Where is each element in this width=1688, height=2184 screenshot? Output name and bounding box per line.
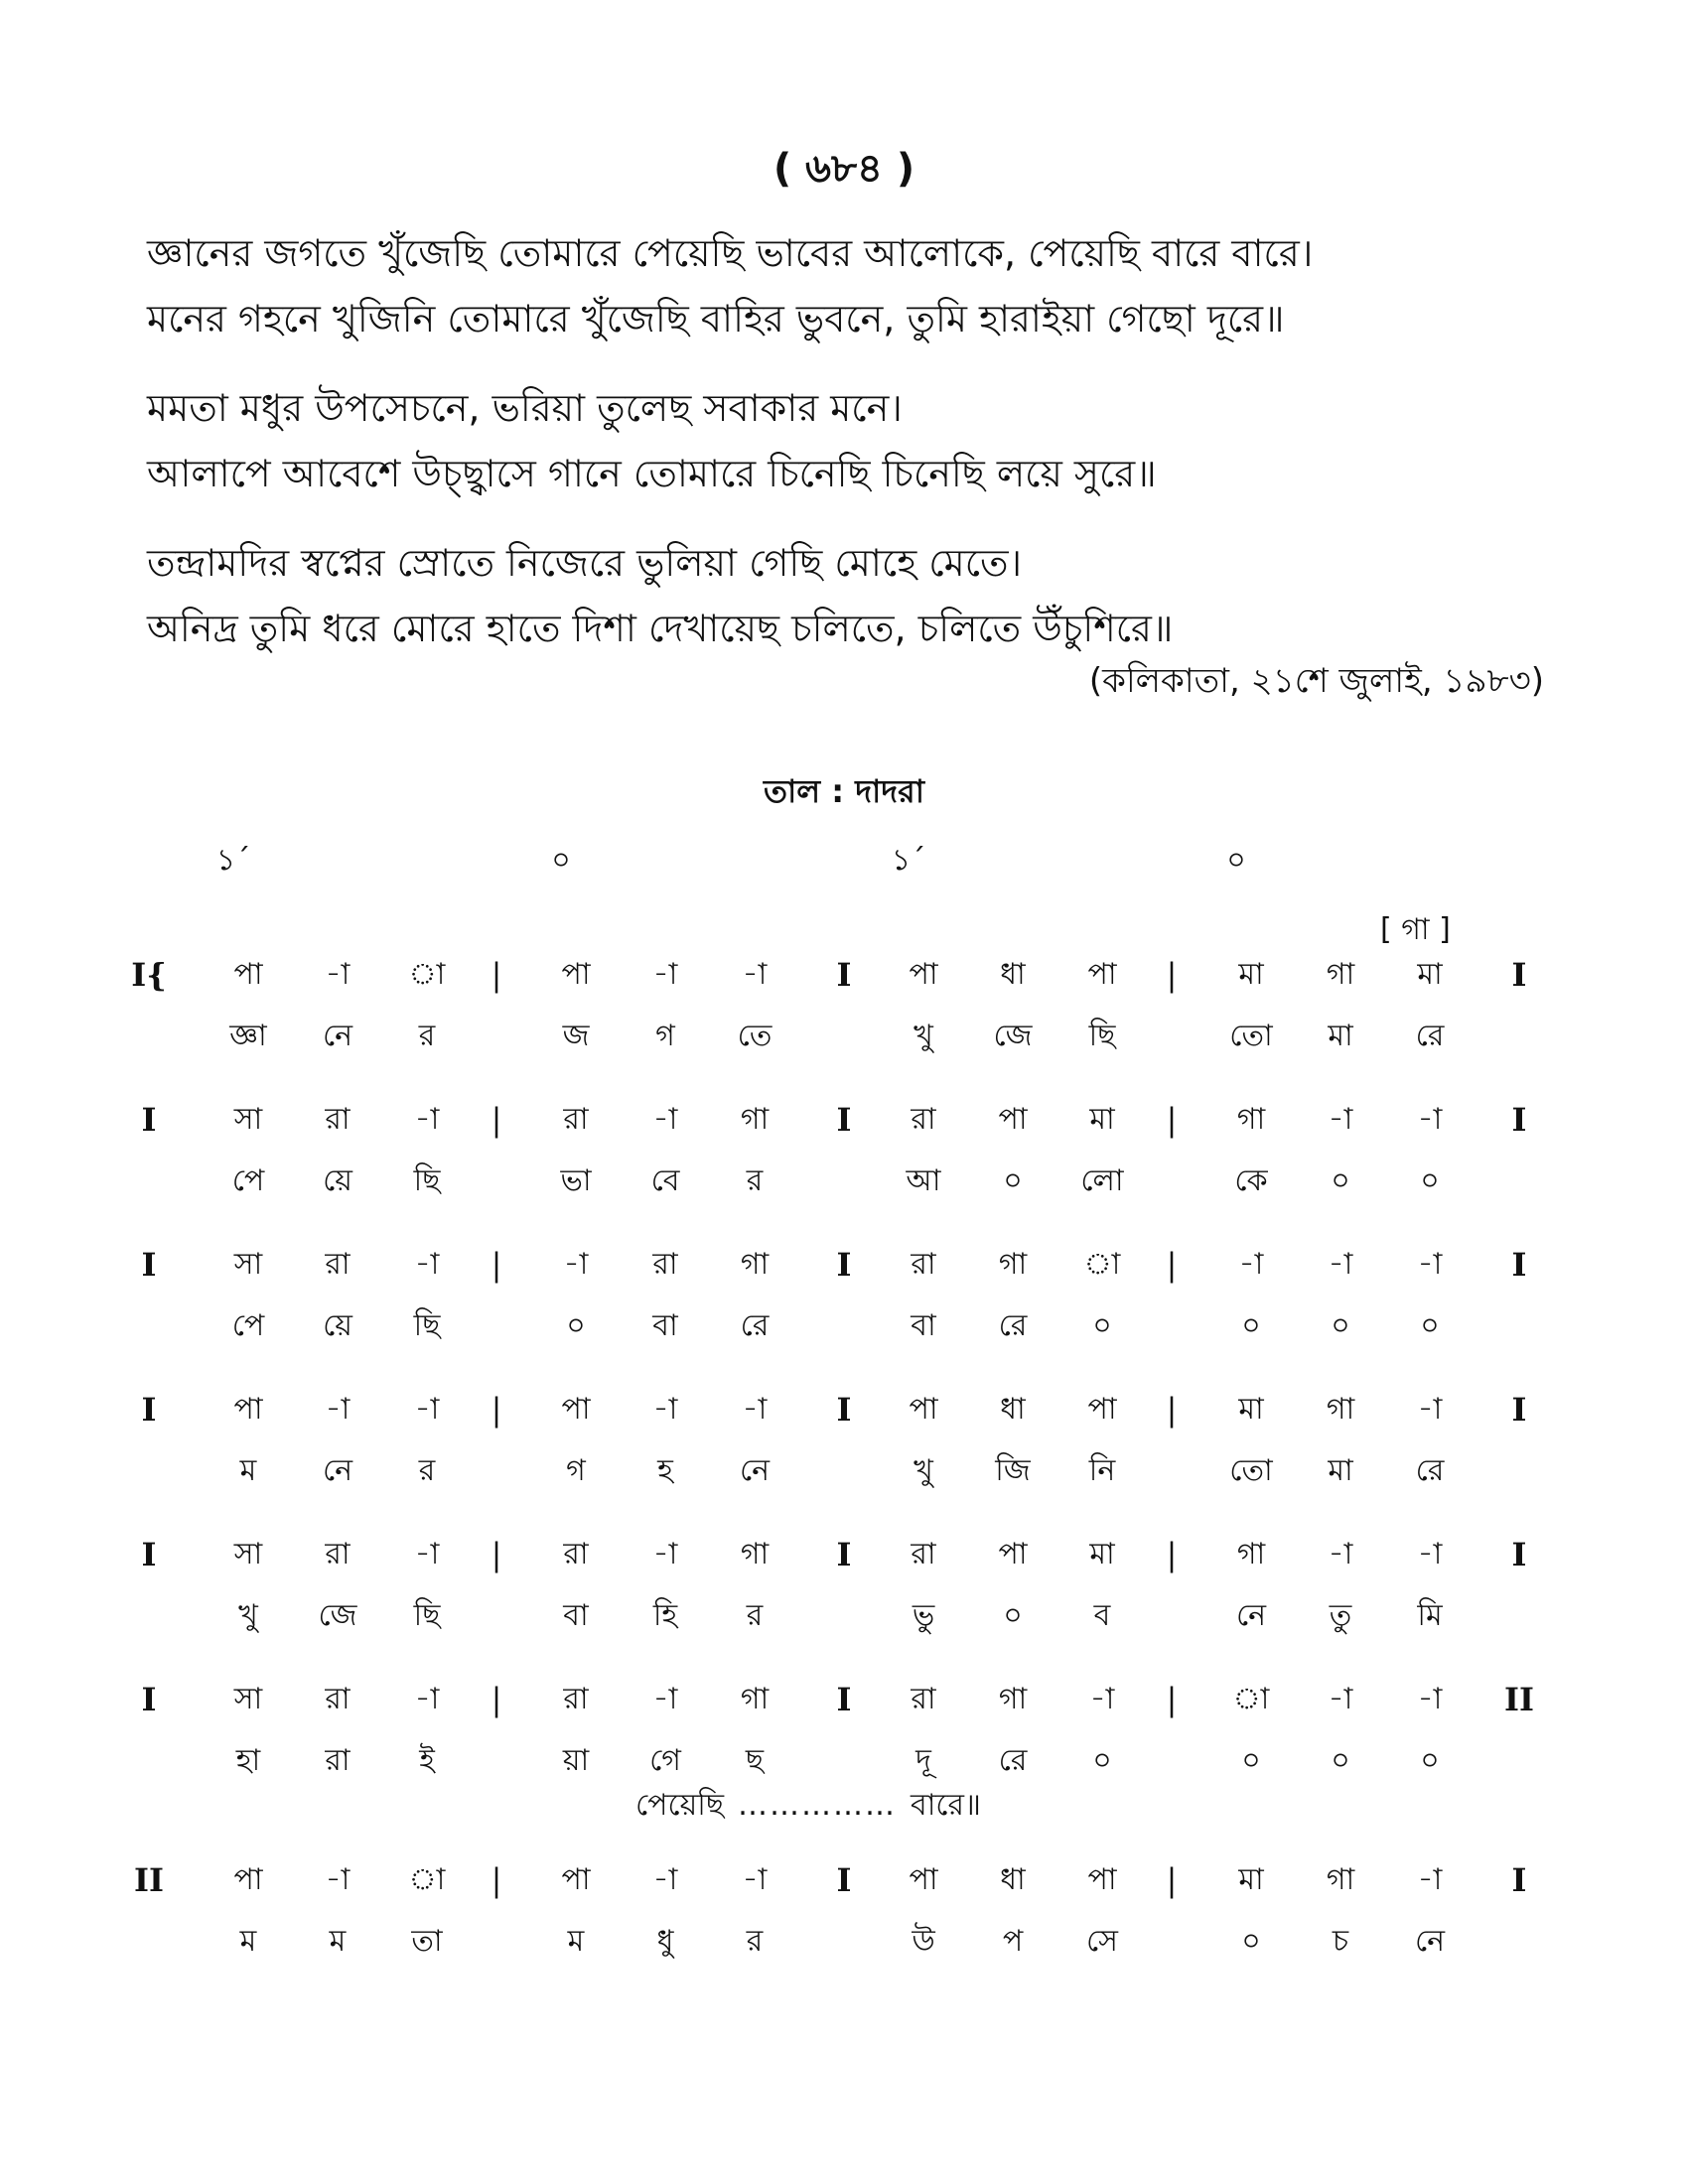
- note-cell: -া: [1417, 1862, 1443, 1897]
- note-cell: -া: [1417, 1682, 1443, 1716]
- note-cell: সা: [233, 1102, 263, 1137]
- syllable-cell: রে: [998, 1743, 1028, 1778]
- note-cell: -া: [325, 1862, 351, 1897]
- syllable-cell: ০: [1003, 1598, 1023, 1633]
- syllable-cell: মি: [1417, 1598, 1443, 1633]
- note-cell: -া: [414, 1682, 440, 1716]
- measure-barline: I: [836, 1391, 852, 1429]
- syllable-cell: বা: [911, 1308, 936, 1343]
- lyric-line: আলাপে আবেশে উচ্ছ্বাসে গানে তোমারে চিনেছি চিনেছি লয়ে সুরে॥: [147, 452, 1157, 495]
- note-cell: -া: [1089, 1682, 1115, 1716]
- note-cell: পা: [998, 1537, 1028, 1571]
- syllable-cell: ০: [1092, 1743, 1112, 1778]
- note-cell: -া: [414, 1247, 440, 1282]
- note-cell: রা: [325, 1682, 351, 1716]
- syllable-cell: হা: [235, 1743, 261, 1778]
- syllable-cell: ০: [1241, 1308, 1261, 1343]
- end-barline: I: [1511, 1391, 1527, 1429]
- note-cell: -া: [1328, 1102, 1353, 1137]
- syllable-cell: পে: [231, 1308, 265, 1343]
- note-cell: া: [1083, 1247, 1121, 1282]
- syllable-cell: নে: [739, 1453, 771, 1488]
- measure-barline: |: [1166, 1391, 1178, 1429]
- bracket-note: [ গা ]: [1380, 912, 1451, 947]
- syllable-cell: জে: [318, 1598, 357, 1633]
- note-cell: পা: [561, 1862, 591, 1897]
- note-cell: রা: [911, 1682, 936, 1716]
- syllable-cell: ০: [1420, 1163, 1440, 1198]
- note-cell: -া: [414, 1102, 440, 1137]
- beat-marker: ০: [1226, 843, 1246, 878]
- note-cell: মা: [1089, 1102, 1115, 1137]
- note-cell: গা: [740, 1247, 770, 1282]
- measure-barline: I: [836, 1861, 852, 1899]
- measure-barline: |: [1166, 1246, 1178, 1284]
- note-cell: -া: [563, 1247, 589, 1282]
- syllable-cell: র: [746, 1924, 764, 1959]
- lyric-line: মমতা মধুর উপসেচনে, ভরিয়া তুলেছ সবাকার মনে।: [147, 386, 903, 430]
- note-cell: ধা: [1000, 1392, 1026, 1427]
- syllable-cell: পে: [231, 1163, 265, 1198]
- syllable-cell: হ: [657, 1453, 673, 1488]
- note-cell: মা: [1089, 1537, 1115, 1571]
- syllable-cell: রে: [998, 1308, 1028, 1343]
- syllable-cell: তা: [411, 1924, 443, 1959]
- note-cell: গা: [1236, 1537, 1266, 1571]
- end-barline: I: [1511, 1536, 1527, 1573]
- note-cell: মা: [1238, 957, 1264, 992]
- note-cell: -া: [742, 1392, 768, 1427]
- start-barline: II: [134, 1861, 164, 1899]
- end-barline: I: [1511, 1246, 1527, 1284]
- syllable-cell: কে: [1234, 1163, 1268, 1198]
- note-cell: -া: [414, 1537, 440, 1571]
- note-cell: পা: [561, 957, 591, 992]
- syllable-cell: নি: [1088, 1453, 1116, 1488]
- note-cell: -া: [325, 1392, 351, 1427]
- measure-barline: |: [491, 1246, 502, 1284]
- syllable-cell: নে: [1414, 1924, 1446, 1959]
- end-barline: II: [1504, 1681, 1534, 1718]
- syllable-cell: তো: [1229, 1453, 1273, 1488]
- note-cell: পা: [233, 957, 263, 992]
- syllable-cell: ০: [566, 1308, 586, 1343]
- syllable-cell: ০: [1331, 1308, 1350, 1343]
- note-cell: পা: [909, 1392, 938, 1427]
- beat-marker: ১´: [215, 843, 251, 878]
- measure-barline: |: [491, 1391, 502, 1429]
- note-cell: পা: [1087, 957, 1117, 992]
- syllable-cell: রে: [1415, 1019, 1445, 1053]
- lyric-line: জ্ঞানের জগতে খুঁজেছি তোমারে পেয়েছি ভাবের আলোকে, পেয়েছি বারে বারে।: [147, 231, 1314, 275]
- start-barline: I: [141, 1681, 157, 1718]
- lyric-line: মনের গহনে খুজিনি তোমারে খুঁজেছি বাহির ভুবনে, তুমি হারাইয়া গেছো দূরে॥: [147, 297, 1285, 341]
- note-cell: মা: [1417, 957, 1443, 992]
- syllable-cell: ভু: [912, 1598, 935, 1633]
- note-cell: গা: [740, 1682, 770, 1716]
- note-cell: -া: [652, 1392, 678, 1427]
- syllable-cell: গ: [655, 1019, 675, 1053]
- measure-barline: |: [491, 1861, 502, 1899]
- measure-barline: |: [491, 1101, 502, 1139]
- syllable-cell: খু: [238, 1598, 258, 1633]
- syllable-cell: বা: [652, 1308, 678, 1343]
- note-cell: া: [1232, 1682, 1270, 1716]
- syllable-cell: জে: [993, 1019, 1033, 1053]
- note-cell: রা: [911, 1247, 936, 1282]
- syllable-cell: ছি: [1088, 1019, 1116, 1053]
- syllable-cell: ম: [239, 1924, 257, 1959]
- syllable-cell: বে: [650, 1163, 680, 1198]
- note-cell: পা: [1087, 1862, 1117, 1897]
- syllable-cell: মা: [1328, 1453, 1353, 1488]
- start-barline: I: [141, 1246, 157, 1284]
- note-cell: -া: [1328, 1537, 1353, 1571]
- syllable-cell: ব: [1093, 1598, 1111, 1633]
- syllable-cell: তে: [737, 1019, 773, 1053]
- syllable-cell: র: [746, 1163, 764, 1198]
- syllable-cell: আ: [906, 1163, 941, 1198]
- refrain-cue-dots: ……………: [738, 1788, 898, 1823]
- syllable-cell: ০: [1420, 1308, 1440, 1343]
- syllable-cell: জি: [995, 1453, 1031, 1488]
- syllable-cell: ছি: [413, 1308, 441, 1343]
- beat-marker: ০: [551, 843, 571, 878]
- syllable-cell: ০: [1241, 1924, 1261, 1959]
- measure-barline: I: [836, 1536, 852, 1573]
- syllable-cell: গ: [566, 1453, 586, 1488]
- note-cell: পা: [909, 1862, 938, 1897]
- syllable-cell: তো: [1229, 1019, 1273, 1053]
- note-cell: -া: [652, 1102, 678, 1137]
- note-cell: সা: [233, 1537, 263, 1571]
- syllable-cell: ম: [239, 1453, 257, 1488]
- beat-marker: ১´: [891, 843, 926, 878]
- note-cell: পা: [998, 1102, 1028, 1137]
- syllable-cell: রা: [325, 1743, 351, 1778]
- note-cell: -া: [652, 957, 678, 992]
- syllable-cell: য়া: [562, 1743, 590, 1778]
- start-barline: I: [141, 1391, 157, 1429]
- stanza-3: [147, 530, 1557, 661]
- syllable-cell: ছি: [413, 1163, 441, 1198]
- lyric-line: তন্দ্রামদির স্বপ্নের স্রোতে নিজেরে ভুলিয়া গেছি মোহে মেতে।: [147, 541, 1023, 585]
- syllable-cell: নে: [322, 1453, 353, 1488]
- syllable-cell: চ: [1332, 1924, 1349, 1959]
- syllable-cell: র: [746, 1598, 764, 1633]
- note-cell: রা: [911, 1537, 936, 1571]
- syllable-cell: য়ে: [323, 1163, 352, 1198]
- note-cell: রা: [911, 1102, 936, 1137]
- syllable-cell: জ: [562, 1019, 590, 1053]
- note-cell: -া: [1417, 1102, 1443, 1137]
- note-cell: পা: [233, 1862, 263, 1897]
- place-date: (কলিকাতা, ২১শে জুলাই, ১৯৮৩): [1088, 661, 1544, 701]
- measure-barline: I: [836, 1246, 852, 1284]
- note-cell: -া: [652, 1682, 678, 1716]
- start-barline: I{: [131, 956, 167, 994]
- stanza-1: [147, 220, 1557, 351]
- note-cell: -া: [1417, 1247, 1443, 1282]
- end-barline: I: [1511, 956, 1527, 994]
- end-barline: I: [1511, 1861, 1527, 1899]
- note-cell: -া: [1328, 1247, 1353, 1282]
- note-cell: -া: [1417, 1537, 1443, 1571]
- syllable-cell: রে: [1415, 1453, 1445, 1488]
- syllable-cell: ভা: [560, 1163, 592, 1198]
- note-cell: -া: [652, 1537, 678, 1571]
- start-barline: I: [141, 1536, 157, 1573]
- syllable-cell: উ: [912, 1924, 935, 1959]
- note-cell: সা: [233, 1682, 263, 1716]
- note-cell: পা: [909, 957, 938, 992]
- note-cell: গা: [1326, 1862, 1355, 1897]
- start-barline: I: [141, 1101, 157, 1139]
- syllable-cell: ছ: [745, 1743, 765, 1778]
- tala-title: তাল : দাদরা: [764, 772, 924, 810]
- syllable-cell: প: [1002, 1924, 1024, 1959]
- note-cell: রা: [563, 1682, 589, 1716]
- syllable-cell: মা: [1328, 1019, 1353, 1053]
- note-cell: গা: [740, 1537, 770, 1571]
- syllable-cell: ০: [1092, 1308, 1112, 1343]
- syllable-cell: য়ে: [323, 1308, 352, 1343]
- syllable-cell: ছি: [413, 1598, 441, 1633]
- note-cell: ধা: [1000, 1862, 1026, 1897]
- note-cell: রা: [563, 1102, 589, 1137]
- note-cell: -া: [414, 1392, 440, 1427]
- measure-barline: I: [836, 956, 852, 994]
- syllable-cell: খু: [914, 1453, 933, 1488]
- syllable-cell: র: [418, 1453, 436, 1488]
- lyric-line: অনিদ্র তুমি ধরে মোরে হাতে দিশা দেখায়েছ চলিতে, চলিতে উঁচুশিরে॥: [147, 607, 1174, 650]
- refrain-cue: [635, 1781, 981, 1832]
- measure-barline: |: [1166, 1101, 1178, 1139]
- syllable-cell: হি: [652, 1598, 678, 1633]
- page-number: ( ৬৮৪ ): [773, 146, 915, 192]
- note-cell: -া: [1417, 1392, 1443, 1427]
- measure-barline: |: [491, 1681, 502, 1718]
- measure-barline: |: [1166, 1536, 1178, 1573]
- note-cell: রা: [325, 1247, 351, 1282]
- measure-barline: |: [491, 956, 502, 994]
- measure-barline: I: [836, 1681, 852, 1718]
- note-cell: গা: [740, 1102, 770, 1137]
- note-cell: া: [408, 957, 446, 992]
- note-cell: -া: [742, 957, 768, 992]
- note-cell: ধা: [1000, 957, 1026, 992]
- measure-barline: |: [1166, 956, 1178, 994]
- lyrics: [147, 220, 1557, 685]
- syllable-cell: ধু: [656, 1924, 674, 1959]
- syllable-cell: দূ: [915, 1743, 931, 1778]
- note-cell: মা: [1238, 1392, 1264, 1427]
- syllable-cell: ০: [1241, 1743, 1261, 1778]
- syllable-cell: ম: [567, 1924, 585, 1959]
- syllable-cell: রে: [740, 1308, 770, 1343]
- note-cell: -া: [652, 1862, 678, 1897]
- syllable-cell: ০: [1331, 1163, 1350, 1198]
- measure-barline: |: [491, 1536, 502, 1573]
- syllable-cell: ০: [1420, 1743, 1440, 1778]
- syllable-cell: ম: [329, 1924, 347, 1959]
- syllable-cell: গে: [649, 1743, 681, 1778]
- note-cell: মা: [1238, 1862, 1264, 1897]
- end-barline: I: [1511, 1101, 1527, 1139]
- note-cell: পা: [233, 1392, 263, 1427]
- note-cell: সা: [233, 1247, 263, 1282]
- syllable-cell: জ্ঞা: [229, 1019, 267, 1053]
- measure-barline: |: [1166, 1861, 1178, 1899]
- note-cell: -া: [1238, 1247, 1264, 1282]
- syllable-cell: ০: [1003, 1163, 1023, 1198]
- syllable-cell: বা: [563, 1598, 589, 1633]
- note-cell: -া: [1328, 1682, 1353, 1716]
- note-cell: রা: [563, 1537, 589, 1571]
- syllable-cell: সে: [1086, 1924, 1118, 1959]
- syllable-cell: তু: [1329, 1598, 1352, 1633]
- syllable-cell: নে: [322, 1019, 353, 1053]
- stanza-2: [147, 375, 1557, 506]
- measure-barline: I: [836, 1101, 852, 1139]
- refrain-cue-start: পেয়েছি: [635, 1788, 725, 1823]
- syllable-cell: খু: [914, 1019, 933, 1053]
- refrain-cue-end: বারে॥: [911, 1788, 981, 1823]
- syllable-cell: র: [418, 1019, 436, 1053]
- note-cell: রা: [325, 1102, 351, 1137]
- syllable-cell: লো: [1080, 1163, 1124, 1198]
- note-cell: া: [408, 1862, 446, 1897]
- note-cell: রা: [652, 1247, 678, 1282]
- note-cell: রা: [325, 1537, 351, 1571]
- measure-barline: |: [1166, 1681, 1178, 1718]
- syllable-cell: ০: [1331, 1743, 1350, 1778]
- note-cell: গা: [1326, 957, 1355, 992]
- note-cell: পা: [1087, 1392, 1117, 1427]
- note-cell: গা: [1236, 1102, 1266, 1137]
- note-cell: -া: [742, 1862, 768, 1897]
- note-cell: পা: [561, 1392, 591, 1427]
- note-cell: গা: [998, 1247, 1028, 1282]
- syllable-cell: ই: [419, 1743, 435, 1778]
- note-cell: গা: [998, 1682, 1028, 1716]
- note-cell: -া: [325, 957, 351, 992]
- note-cell: গা: [1326, 1392, 1355, 1427]
- syllable-cell: নে: [1235, 1598, 1267, 1633]
